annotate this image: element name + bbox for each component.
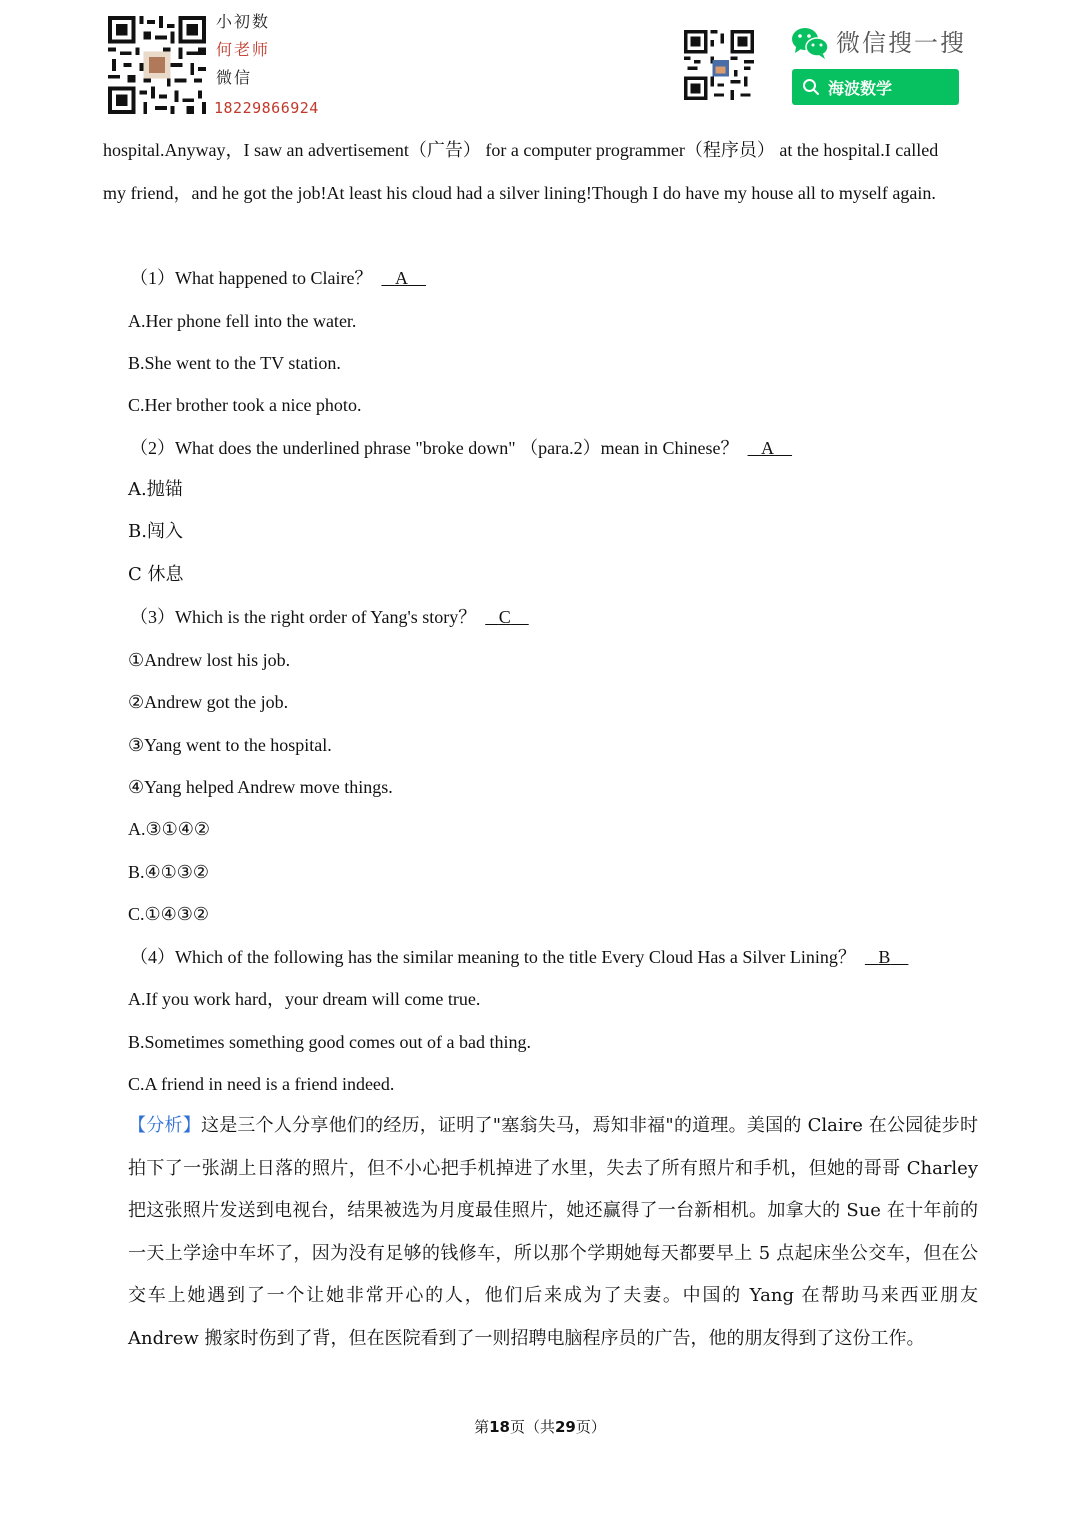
analysis-paragraph xyxy=(128,1105,978,1360)
answer-value: A xyxy=(394,268,408,288)
page-number: 18 xyxy=(489,1418,510,1436)
footer-suffix: 页） xyxy=(575,1418,606,1436)
answer-blank xyxy=(485,604,529,630)
wechat-search-label: 微信搜一搜 xyxy=(836,29,966,57)
answer-blank xyxy=(381,265,426,291)
option: C.Her brother took a nice photo. xyxy=(128,395,362,415)
wechat-logo-icon xyxy=(790,26,830,60)
search-icon xyxy=(802,78,820,96)
contact-phone: 18229866924 xyxy=(214,99,319,117)
question-stem: （4）Which of the following has the similar meaning to the title Every Cloud Has a Silver Lining？ xyxy=(130,947,856,967)
option: C 休息 xyxy=(128,564,184,585)
option: B.④①③② xyxy=(128,862,210,882)
option: C.A friend in need is a friend indeed. xyxy=(128,1074,395,1094)
question-3 xyxy=(130,604,529,630)
option: B.Sometimes something good comes out of a bad thing. xyxy=(128,1032,531,1052)
page-footer xyxy=(0,1415,1080,1439)
answer-value: C xyxy=(498,607,511,627)
page-total: 29 xyxy=(555,1418,576,1436)
question-2 xyxy=(130,435,792,461)
option: A.Her phone fell into the water. xyxy=(128,311,357,331)
question-4 xyxy=(130,944,908,970)
order-item: ②Andrew got the job. xyxy=(128,692,289,712)
option: A.③①④② xyxy=(128,819,211,839)
answer-value: B xyxy=(878,947,891,967)
question-1 xyxy=(130,265,426,291)
option: A.If you work hard，your dream will come true. xyxy=(128,989,481,1009)
qr-code-right xyxy=(684,30,754,100)
option: C.①④③② xyxy=(128,904,210,924)
order-item: ①Andrew lost his job. xyxy=(128,650,291,670)
option: B.She went to the TV station. xyxy=(128,353,341,373)
order-item: ③Yang went to the hospital. xyxy=(128,735,332,755)
footer-mid: 页（共 xyxy=(509,1418,555,1436)
answer-value: A xyxy=(761,438,775,458)
qr-code-left xyxy=(108,16,206,114)
search-term: 海波数学 xyxy=(828,78,893,98)
handwritten-line-3: 微信 xyxy=(216,68,253,87)
question-stem: （1）What happened to Claire？ xyxy=(130,268,373,288)
passage-line-1: hospital.Anyway，I saw an advertisement（广告） for a computer programmer（程序员） at the hospital.I called xyxy=(103,140,939,160)
answer-blank xyxy=(865,944,909,970)
wechat-search-button[interactable] xyxy=(792,69,959,105)
question-stem: （2）What does the underlined phrase "broke down" （para.2）mean in Chinese？ xyxy=(130,438,739,458)
analysis-tag: 【分析】 xyxy=(128,1115,201,1136)
order-item: ④Yang helped Andrew move things. xyxy=(128,777,393,797)
handwritten-line-2: 何老师 xyxy=(216,40,271,59)
passage-line-2: my friend，and he got the job!At least his cloud had a silver lining!Though I do have my house all to myself again. xyxy=(103,183,936,203)
option: A.抛锚 xyxy=(128,479,183,500)
answer-blank xyxy=(748,435,793,461)
analysis-text: 这是三个人分享他们的经历，证明了"塞翁失马，焉知非福"的道理。美国的 Claire 在公园徒步时拍下了一张湖上日落的照片，但不小心把手机掉进了水里，失去了所有照片和手机，但她的哥哥 Charley 把这张照片发送到电视台，结果被选为月度最佳照片，她还赢得了一台新相机。加拿大的 Sue 在十年前的一天上学途中车坏了，因为没有足够的钱修车，所以那个学期她每天都要早上 5 点起床坐公交车，但在公交车上她遇到了一个让她非常开心的人，他们后来成为了夫妻。中国的 Yang 在帮助马来西亚朋友 Andrew 搬家时伤到了背，但在医院看到了一则招聘电脑程序员的广告，他的朋友得到了这份工作。 xyxy=(128,1115,978,1349)
footer-prefix: 第 xyxy=(474,1418,490,1436)
question-stem: （3）Which is the right order of Yang's story？ xyxy=(130,607,477,627)
option: B.闯入 xyxy=(128,521,183,542)
handwritten-line-1: 小初数 xyxy=(216,12,271,31)
